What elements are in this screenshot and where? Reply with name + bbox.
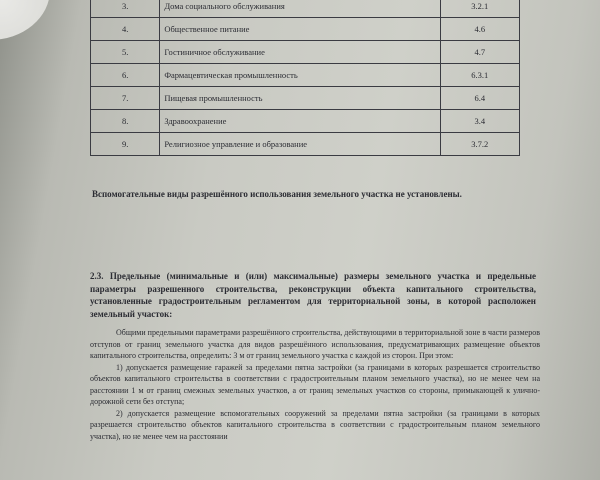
table-row [91, 133, 520, 156]
use-name: Общественное питание [160, 18, 440, 41]
table-row [91, 110, 520, 133]
section-body [90, 327, 540, 442]
use-code: 6.3.1 [440, 64, 519, 87]
paragraph [90, 362, 540, 408]
permitted-uses-table [90, 0, 520, 156]
row-number: 8. [91, 110, 160, 133]
table-row [91, 0, 520, 18]
use-code: 3.2.1 [440, 0, 519, 18]
row-number: 7. [91, 87, 160, 110]
table-row [91, 41, 520, 64]
use-name: Религиозное управление и образование [160, 133, 440, 156]
paragraph-text: 2) допускается размещение вспомогательных сооружений за пределами пятна застройки (за границами в которых разрешается строительство объектов капитального строительства в соответствии с градостроительным планом земельного участка), но не менее чем на расстоянии [90, 408, 540, 441]
use-name: Здравоохранение [160, 110, 440, 133]
use-code: 6.4 [440, 87, 519, 110]
auxiliary-uses-statement: Вспомогательные виды разрешённого использования земельного участка не установлены. [92, 189, 462, 199]
row-number: 6. [91, 64, 160, 87]
paragraph [90, 408, 540, 443]
use-code: 4.7 [440, 41, 519, 64]
paragraph-text: Общими предельными параметрами разрешённого строительства, действующими в территориальной зоне в части размеров отступов от границ земельного участка для видов разрешённого использования, предусматривающих размещение объектов капитального строительства, определить: 3 м от границ земельного участка с каждой из сторон. При этом: [90, 328, 540, 360]
paragraph [90, 327, 540, 362]
use-code: 4.6 [440, 18, 519, 41]
use-name: Гостиничное обслуживание [160, 41, 440, 64]
row-number: 4. [91, 18, 160, 41]
table-row [91, 18, 520, 41]
row-number: 3. [91, 0, 160, 18]
use-name: Фармацевтическая промышленность [160, 64, 440, 87]
use-code: 3.4 [440, 110, 519, 133]
row-number: 5. [91, 41, 160, 64]
row-number: 9. [91, 133, 160, 156]
use-name: Дома социального обслуживания [160, 0, 440, 18]
use-name: Пищевая промышленность [160, 87, 440, 110]
use-code: 3.7.2 [440, 133, 519, 156]
paragraph-text: 1) допускается размещение гаражей за пределами пятна застройки (за границами в которых разрешается строительство объектов капитального строительства в соответствии с градостроительным планом земельного участка), но не менее чем на расстоянии 1 м от границ смежных земельных участков, а от границ земельных участков со стороны, примыкающей к улично-дорожной сети без отступа; [90, 362, 540, 406]
table-row [91, 64, 520, 87]
table-row [91, 87, 520, 110]
section-heading: 2.3. Предельные (минимальные и (или) максимальные) размеры земельного участка и предельные параметры разрешенного строительства, реконструкции объекта капитального строительства, установленные градостроительным регламентом для территориальной зоны, в которой расположен земельный участок: [90, 271, 536, 319]
